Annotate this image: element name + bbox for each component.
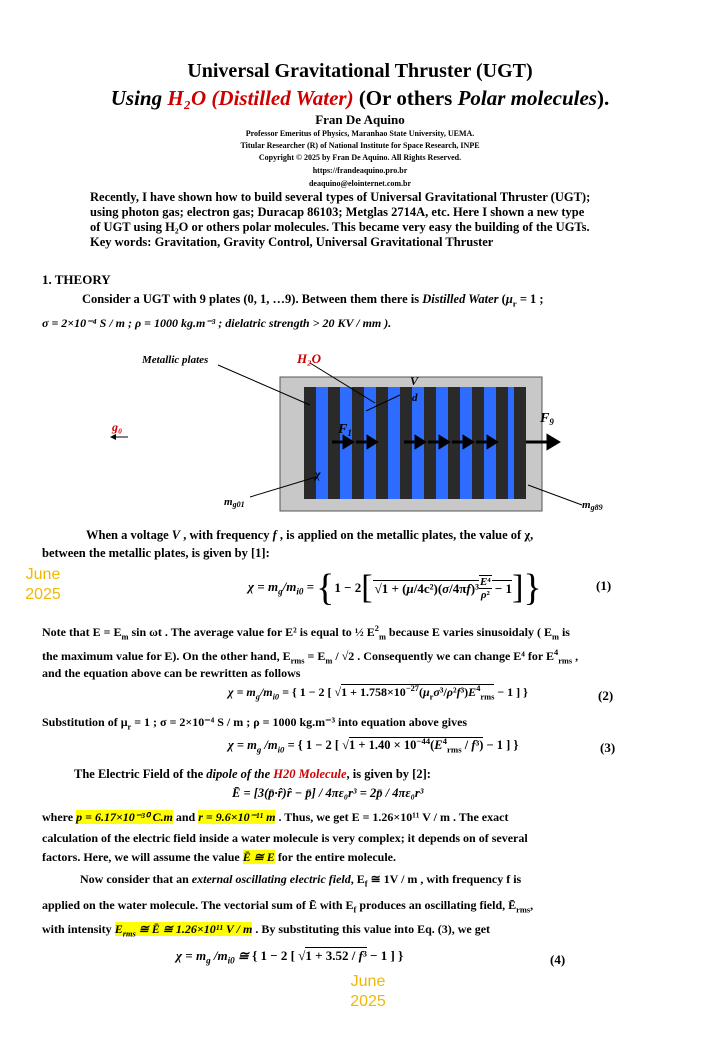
keywords xyxy=(90,235,650,250)
voltage-paragraph-line2: between the metallic plates, is given by [1]: xyxy=(42,546,270,560)
abstract-line: using photon gas; electron gas; Duracap 86103; Metglas 2714A, etc. Here I shown a new type xyxy=(90,205,585,219)
g0-arrowhead xyxy=(110,434,116,440)
text-run: ( xyxy=(498,292,506,306)
text-run: μ xyxy=(505,292,513,306)
text-run: The Electric Field of the xyxy=(74,767,207,781)
text-run: ≅ Ē ≅ 1.26×10¹¹ V / m xyxy=(135,922,253,936)
keywords-label: Key words: xyxy=(90,235,152,249)
label-mg89-main: m xyxy=(582,499,591,511)
text-run: produces an oscillating field, Ē xyxy=(356,898,517,912)
label-mg01-sub: g01 xyxy=(232,500,245,509)
equation-dipole: Ē = [3(p̄·r̂)r̂ − p̄] / 4πε₀r³ = 2p̄ / 4πε₀r³ xyxy=(232,786,424,800)
keywords-text: Gravitation, Gravity Control, Universal Gravitational Thruster xyxy=(151,235,494,249)
text-run: where xyxy=(42,810,77,824)
label-f9-sub: 9 xyxy=(549,417,554,427)
text-run: , E xyxy=(350,872,365,886)
text-run: for the entire molecule. xyxy=(274,850,396,864)
note-line-3: and the equation above can be rewritten as follows xyxy=(42,666,301,680)
label-mg01 xyxy=(224,496,245,509)
label-chi: χ xyxy=(315,467,321,481)
text-run: and xyxy=(172,810,199,824)
text-run: Substitution of μ xyxy=(42,715,128,729)
section-heading: 1. THEORY xyxy=(42,272,111,287)
ugt-figure xyxy=(100,345,620,515)
label-v: V xyxy=(410,374,419,388)
label-g0: g₀ xyxy=(112,420,123,434)
label-f1-sub: 1 xyxy=(347,428,352,438)
equation-1: $\chi = m_g/m_{i0}$ = { 1 − 2 [ √ 1 + (μ/4c²)(σ/4πf)³ $\frac{\text{E⁴}}{\text{ρ²}}$ − 1 ] } xyxy=(248,567,542,609)
abstract xyxy=(90,190,650,250)
label-h2o: H₂O xyxy=(297,351,322,366)
paper-title: Universal Gravitational Thruster (UGT) xyxy=(187,60,533,82)
text-run: factors. Here, we will assume the value xyxy=(42,850,243,864)
abstract-line: of UGT using H₂O or others polar molecules. This became very easy the building of the UGTs. xyxy=(90,220,590,234)
subtitle-polar: Polar molecules xyxy=(457,86,597,110)
text-run: V xyxy=(171,528,181,542)
note-line-1: Note that $E = E_m$ sin ωt . The average value for E² is equal to ½ $E^2_m$ because E varies sinusoidaly ( $E_m$ is xyxy=(42,624,570,642)
watermark-month: June xyxy=(350,973,386,990)
subtitle-h2o: H₂O (Distilled Water) xyxy=(167,86,354,110)
text-run: the maximum value for E). On the other hand, E xyxy=(42,649,291,663)
text-run: dipole of the xyxy=(206,767,274,781)
highlight-r: r = 9.6×10⁻¹¹ m xyxy=(198,810,276,824)
watermark-year: 2025 xyxy=(25,586,61,603)
where-line-2: calculation of the electric field inside a water molecule is very complex; it depends on of several xyxy=(42,831,528,845)
text-run: When a voltage xyxy=(86,528,172,542)
oscillating-field-line-1 xyxy=(80,870,521,893)
author-name: Fran De Aquino xyxy=(315,112,405,127)
text-run: Distilled Water xyxy=(422,292,499,306)
efield-paragraph xyxy=(74,765,431,783)
text-run: , is given by [2]: xyxy=(346,767,431,781)
text-run: , xyxy=(572,649,579,663)
text-run: = E xyxy=(304,649,326,663)
text-run: , with frequency xyxy=(180,528,273,542)
text-run: E xyxy=(114,922,123,936)
text-run: with intensity xyxy=(42,922,115,936)
text-run: = 1 ; xyxy=(516,292,544,306)
highlight-p: p = 6.17×10⁻³⁰ C.m xyxy=(76,810,173,824)
text-run: f xyxy=(364,879,368,889)
paper-subtitle xyxy=(0,86,720,111)
website-link[interactable]: https://frandeaquino.pro.br xyxy=(312,166,408,175)
text-run: ≅ 1V / m , with frequency f is xyxy=(367,872,522,886)
where-line-3 xyxy=(42,848,396,866)
text-run: . Thus, we get E = 1.26×10¹¹ V / m . The exact xyxy=(275,810,509,824)
text-run: Now consider that an xyxy=(80,872,192,886)
text-run: / √2 . Consequently we can change E⁴ for E xyxy=(332,649,554,663)
copyright-line: Copyright © 2025 by Fran De Aquino. All Rights Reserved. xyxy=(258,153,462,162)
where-line-1 xyxy=(42,808,682,826)
text-run: = 1 ; σ = 2×10⁻⁴ S / m ; ρ = 1000 kg.m⁻³ into equation above gives xyxy=(131,715,468,729)
text-run: applied on the water molecule. The vectorial sum of Ē with E xyxy=(42,898,354,912)
label-mg89 xyxy=(582,499,603,512)
abstract-line: Recently, I have shown how to build several types of Universal Gravitational Thruster (UGT); xyxy=(90,190,591,204)
oscillating-field-line-2: applied on the water molecule. The vectorial sum of Ē with $E_f$ produces an oscillating field, $Ē_{rms}$, xyxy=(42,898,534,915)
text-run: external oscillating electric field xyxy=(191,872,351,886)
equation-1-number: (1) xyxy=(596,578,612,593)
watermark-date-bottom xyxy=(340,972,396,1012)
text-run: . By substituting this value into Eq. (3), we get xyxy=(252,922,491,936)
subtitle-using: Using xyxy=(110,86,168,110)
watermark-month: June xyxy=(25,566,61,583)
theory-paragraph xyxy=(82,290,682,313)
equation-4-number: (4) xyxy=(550,952,566,967)
subtitle-end: ). xyxy=(596,86,610,110)
subtitle-or: (Or others xyxy=(353,86,458,110)
email-link[interactable]: deaquino@elointernet.com.br xyxy=(308,179,412,188)
text-run: , is applied on the metallic plates, the value of χ, xyxy=(276,528,534,542)
watermark-year: 2025 xyxy=(350,993,386,1010)
label-mg01-main: m xyxy=(224,496,233,508)
affiliation-line: Professor Emeritus of Physics, Maranhao State University, UEMA. xyxy=(245,129,475,138)
oscillating-field-line-3 xyxy=(42,920,490,943)
text-run: H20 Molecule xyxy=(273,767,347,781)
label-f9-main: F xyxy=(540,411,550,426)
label-d: d xyxy=(412,392,418,404)
text-run: Note that E = E xyxy=(42,625,122,639)
text-run: sin ωt . The average value for E² is equal to ½ E xyxy=(128,625,375,639)
label-f9 xyxy=(539,411,554,427)
text-run: , xyxy=(530,898,534,912)
equation-2-number: (2) xyxy=(598,688,614,703)
highlight-e-approx: Ē ≅ E xyxy=(242,850,275,864)
watermark-date xyxy=(18,565,68,605)
note-line-2: the maximum value for E). On the other hand, $E_{rms} = E_m / √2$ . Consequently we can change E⁴ for $E^4_{rms}$ , xyxy=(42,648,579,666)
theory-params: σ = 2×10⁻⁴ S / m ; ρ = 1000 kg.m⁻³ ; dielatric strength > 20 KV / mm ). xyxy=(42,316,392,330)
text-run: f xyxy=(272,528,277,542)
text-run: because E varies sinusoidaly ( E xyxy=(385,625,552,639)
equation-2: $\chi = m_g/m_{i0}$ = { 1 − 2 [ $√1 + 1.758\times 10^{-27}(\mu_r\sigma^3/\rho^2f^3)E^4_{rms} - 1$ ] } xyxy=(228,684,528,702)
label-mg89-sub: g89 xyxy=(590,503,603,512)
highlight-erms: $E_{rms}$ ≅ Ē ≅ 1.26×10¹¹ V / m xyxy=(114,922,253,939)
label-metallic-plates: Metallic plates xyxy=(142,354,209,366)
substitution-line: Substitution of $\mu_r = 1$ ; σ = 2×10⁻⁴ S / m ; ρ = 1000 kg.m⁻³ into equation above gives xyxy=(42,715,468,732)
text-run: is xyxy=(558,625,570,639)
text-run: r xyxy=(512,298,517,309)
label-f1-main: F xyxy=(338,422,348,437)
equation-3-number: (3) xyxy=(600,740,616,755)
text-run: Consider a UGT with 9 plates (0, 1, …9). Between them there is xyxy=(82,292,423,306)
voltage-paragraph xyxy=(86,526,533,544)
equation-4: $\chi = m_g$ $/m_{i0}$ ≅ { 1 − 2 [ √1 + 3.52 / f³ − 1 ] } xyxy=(176,948,404,966)
equation-3: $\chi = m_g$ $/m_{i0}$ = { 1 − 2 [ $√1 + 1.40 \times 10^{-44}(E^4_{rms} / f^3) - 1$ ] } xyxy=(228,736,519,755)
affiliation-line: Titular Researcher (R) of National Institute for Space Research, INPE xyxy=(240,141,480,150)
